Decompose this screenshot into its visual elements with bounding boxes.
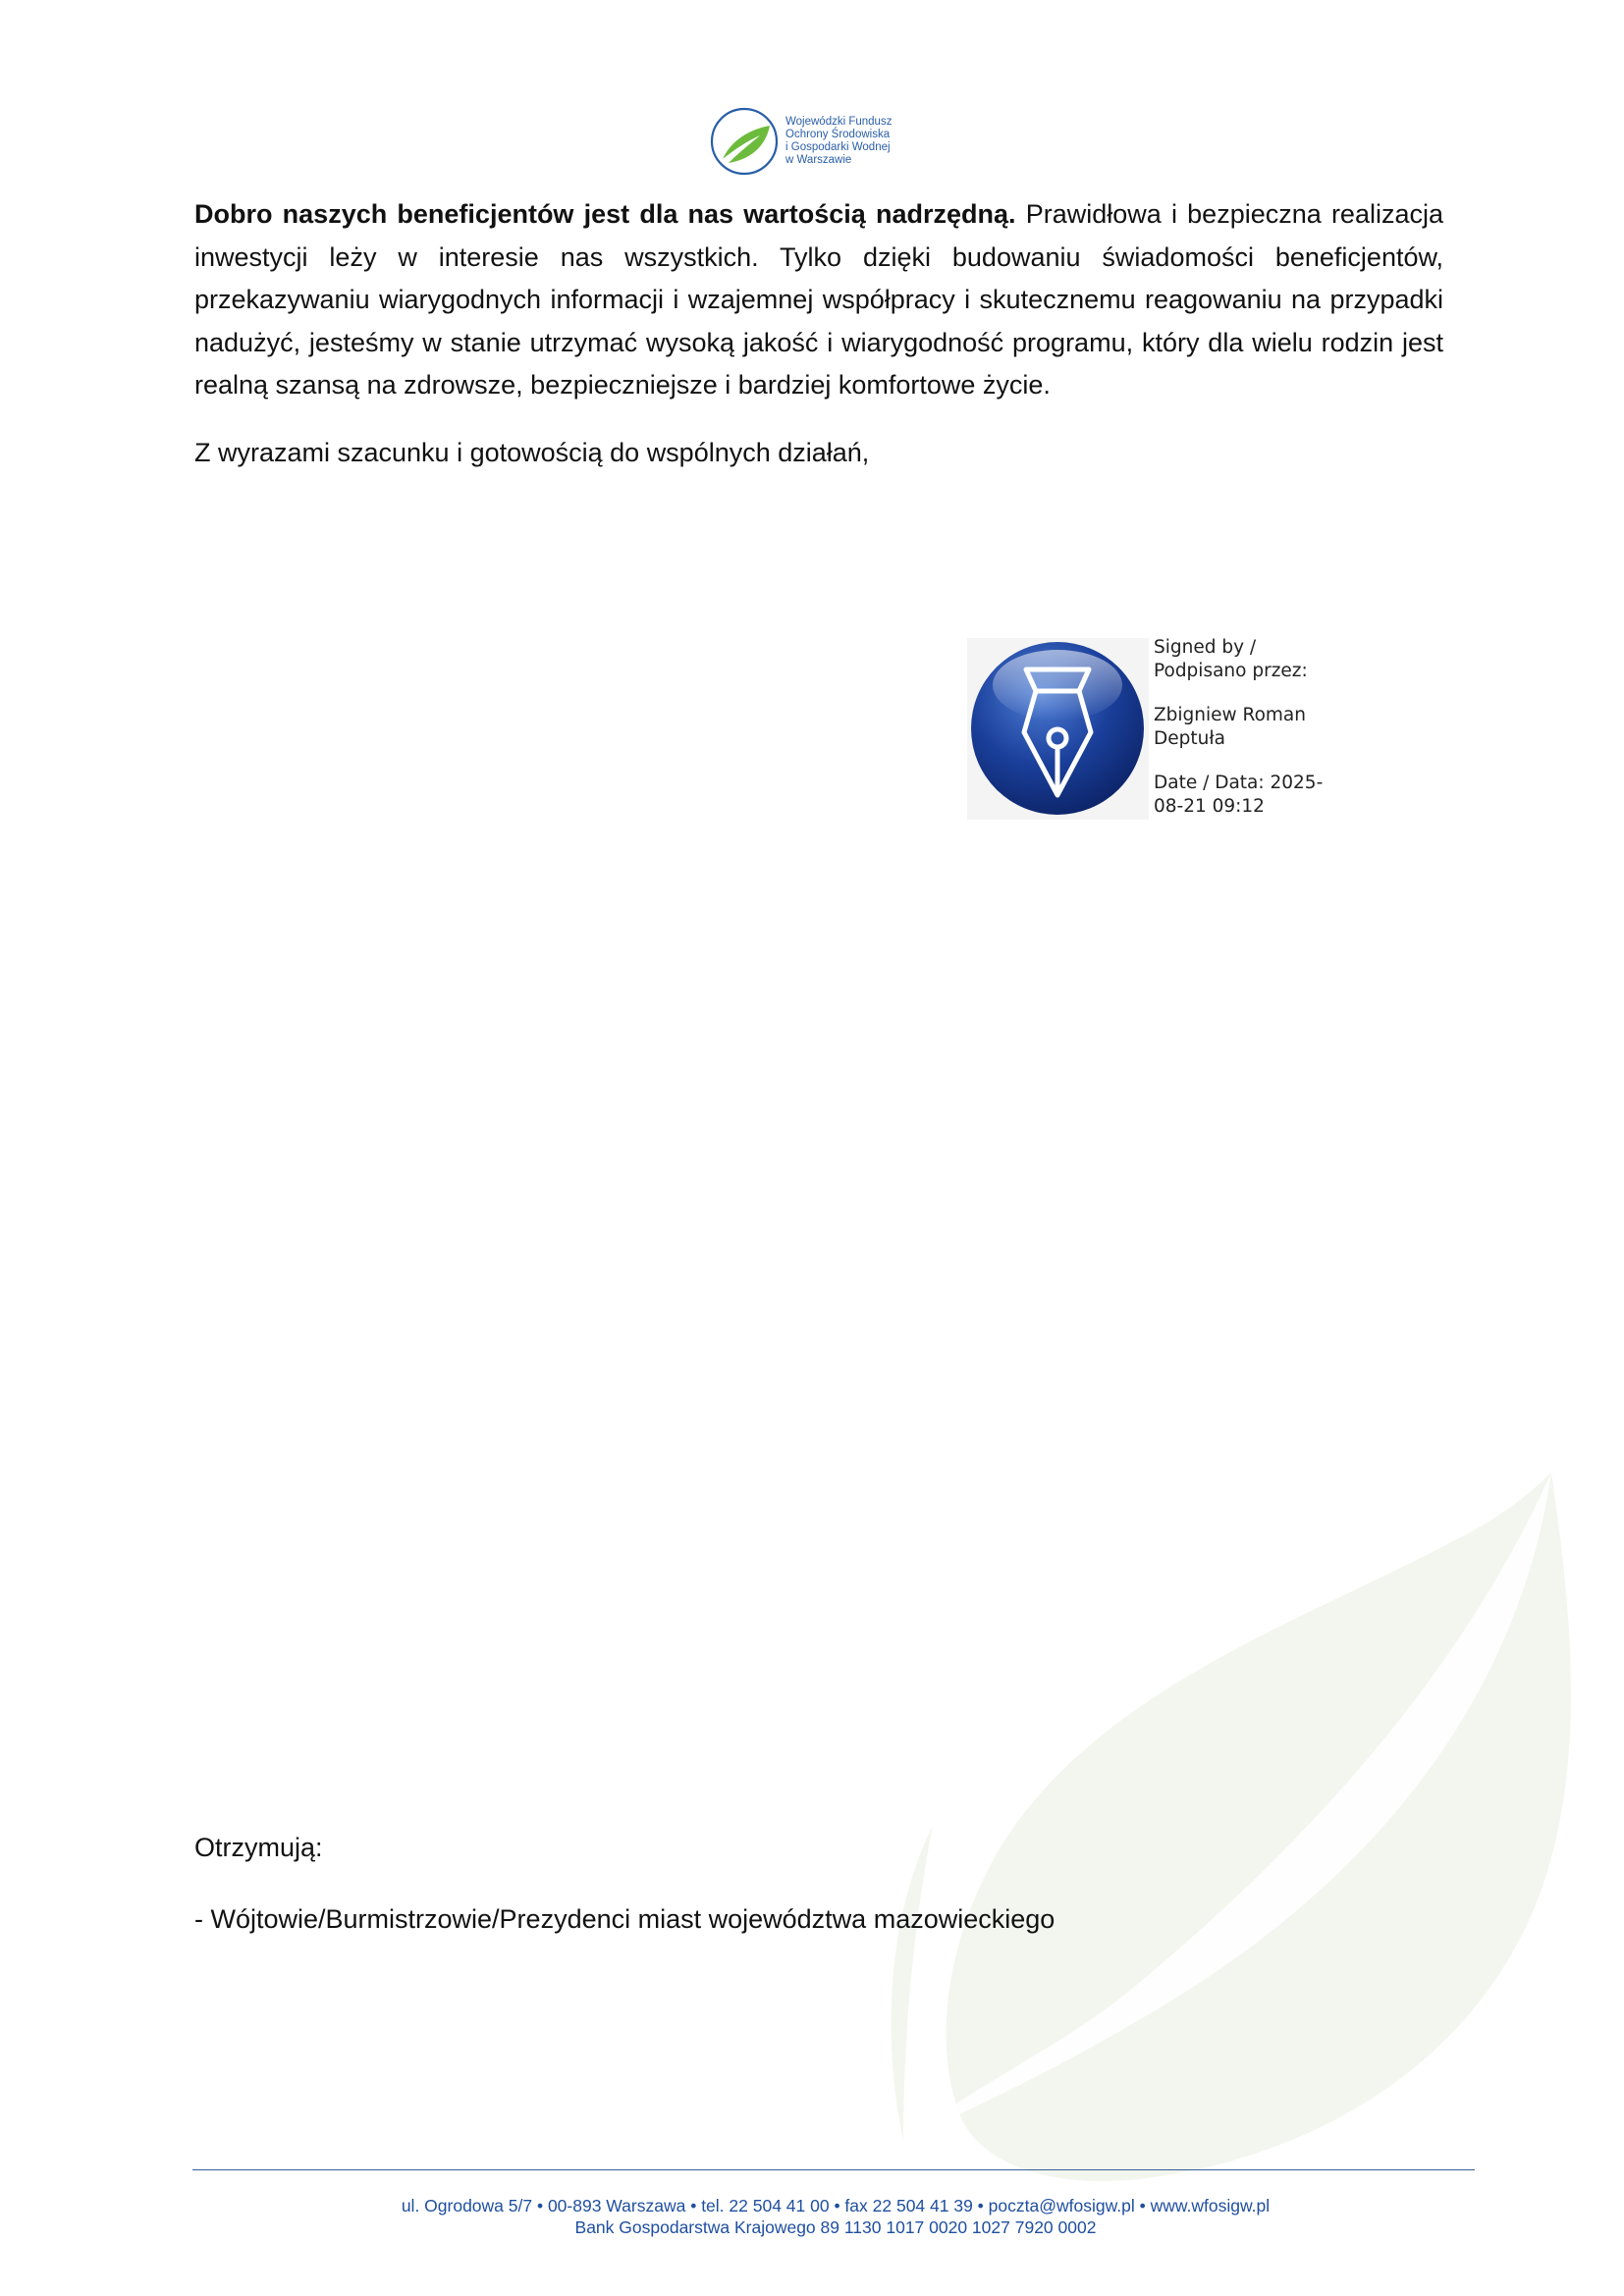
leaf-watermark-icon (844, 1453, 1610, 2199)
logo-line: i Gospodarki Wodnej (785, 141, 891, 153)
leaf-logo-icon (709, 106, 780, 177)
signature-details (1154, 636, 1350, 818)
footer (194, 2195, 1477, 2238)
footer-bank: Bank Gospodarstwa Krajowego 89 1130 1017 0020 1027 7920 0002 (574, 2217, 1097, 2237)
letter-closing: Z wyrazami szacunku i gotowością do wspólnych działań, (194, 438, 870, 467)
signer-name: Zbigniew Roman (1154, 705, 1306, 725)
footer-contact: ul. Ogrodowa 5/7 • 00-893 Warszawa • tel. 22 504 41 00 • fax 22 504 41 39 • poczta@wfosigw.pl • www.wfosigw.pl (401, 2196, 1271, 2216)
digital-signature (967, 628, 1340, 825)
logo-line: Ochrony Środowiska (785, 129, 891, 140)
signed-by-label: Signed by / (1154, 637, 1257, 658)
receivers-list-item: - Wójtowie/Burmistrzowie/Prezydenci miast województwa mazowieckiego (194, 1904, 1056, 1934)
receivers-title: Otrzymują: (194, 1833, 323, 1862)
signer-name: Deptuła (1154, 727, 1225, 749)
signed-by-label: Podpisano przez: (1154, 660, 1308, 681)
signature-date: 08-21 09:12 (1154, 795, 1265, 817)
logo-line: Wojewódzki Fundusz (785, 116, 893, 128)
logo-line: w Warszawie (785, 154, 852, 166)
letter-paragraph (194, 193, 1443, 407)
footer-divider (192, 2169, 1475, 2170)
fund-logo (709, 102, 935, 181)
fountain-pen-seal-icon (967, 638, 1149, 820)
paragraph-bold-intro: Dobro naszych beneficjentów jest dla nas wartością nadrzędną. (194, 199, 1016, 229)
paragraph-body: Prawidłowa i bezpieczna realizacja inwestycji leży w interesie nas wszystkich. Tylko dzięki budowaniu świadomości beneficjentów, przekazywaniu wiarygodnych informacji i wzajemnej współpracy i skutecznemu reagowaniu na przypadki nadużyć, jesteśmy w stanie utrzymać wysoką jakość i wiarygodność programu, który dla wielu rodzin jest realną szansą na zdrowsze, bezpieczniejsze i bardziej komfortowe życie. (194, 199, 1443, 400)
signature-date: Date / Data: 2025- (1154, 773, 1324, 793)
logo-text (785, 116, 892, 167)
